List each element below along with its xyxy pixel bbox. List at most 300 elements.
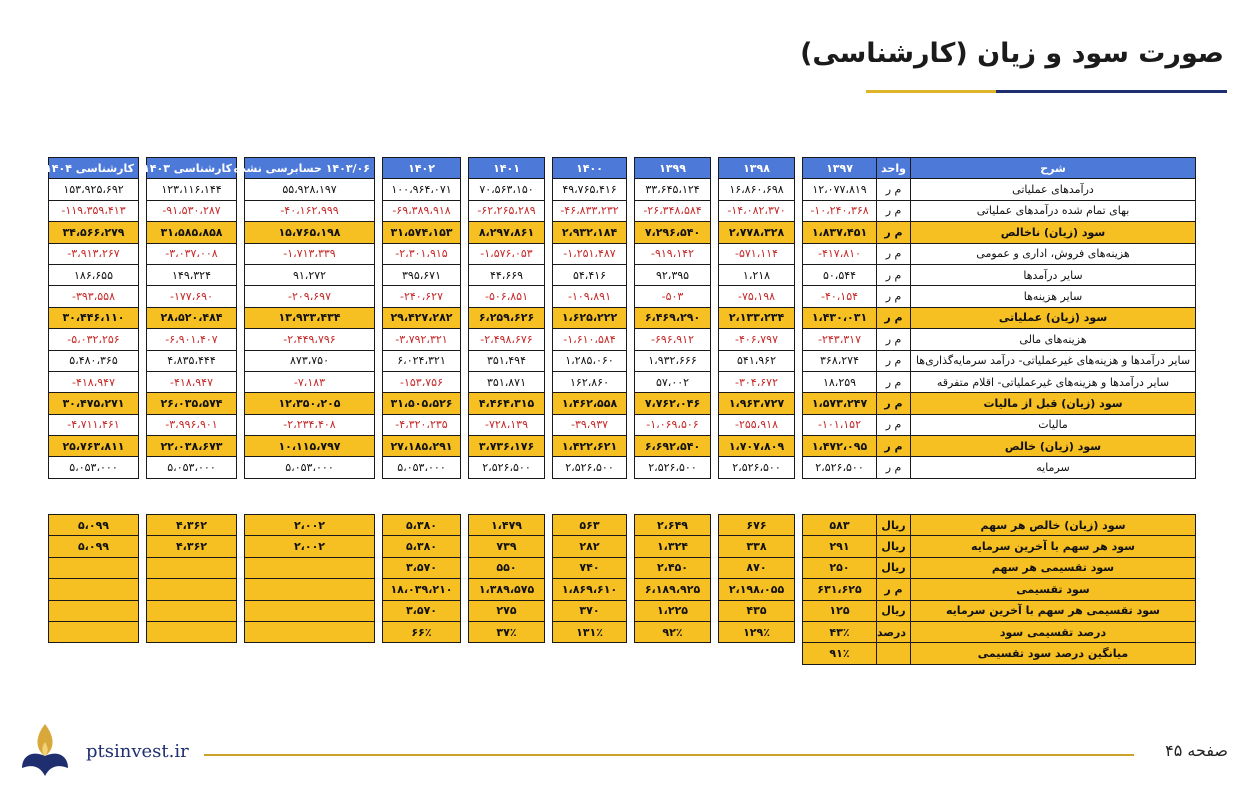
value-cell: -۲۰۹،۶۹۷: [245, 286, 375, 307]
value-cell: -۴،۳۲۰،۲۳۵: [383, 414, 461, 435]
value-cell: ۵۴،۴۱۶: [553, 264, 627, 285]
row-label: سایر درآمدها و هزینه‌های غیرعملیاتی- اقلام متفرقه: [911, 371, 1196, 392]
table-row: [49, 329, 1196, 350]
value-cell: ۶،۲۵۹،۶۲۶: [469, 307, 545, 328]
column-gap: [139, 436, 147, 457]
column-gap: [237, 414, 245, 435]
column-gap: [627, 307, 635, 328]
column-gap: [545, 414, 553, 435]
column-gap: [237, 371, 245, 392]
header-cell: کارشناسی ۱۴۰۳: [147, 158, 237, 179]
column-gap: [627, 600, 635, 621]
value-cell: -۱۰،۲۴۰،۳۶۸: [803, 200, 877, 221]
header-cell: کارشناسی ۱۴۰۴: [49, 158, 139, 179]
column-gap: [461, 158, 469, 179]
column-gap: [627, 536, 635, 557]
value-cell: ۱۸،۲۵۹: [803, 371, 877, 392]
table-row: [49, 371, 1196, 392]
empty-cell: [469, 643, 545, 664]
value-cell: ۸۷۰: [719, 557, 795, 578]
row-label: سود (زیان) قبل از مالیات: [911, 393, 1196, 414]
value-cell: ۷۳۹: [469, 536, 545, 557]
column-gap: [375, 579, 383, 600]
column-gap: [795, 457, 803, 478]
column-gap: [795, 579, 803, 600]
value-cell: -۳،۰۳۷،۰۰۸: [147, 243, 237, 264]
row-unit: م ر: [877, 579, 911, 600]
column-gap: [545, 600, 553, 621]
value-cell: ۳۱،۵۸۵،۸۵۸: [147, 222, 237, 243]
average-label: میانگین درصد سود تقسیمی: [911, 643, 1196, 664]
value-cell: [49, 579, 139, 600]
table-row: [49, 515, 1196, 536]
header-cell: ۱۳۹۸: [719, 158, 795, 179]
empty-cell: [147, 643, 237, 664]
column-gap: [375, 457, 383, 478]
value-cell: ۱،۲۱۸: [719, 264, 795, 285]
value-cell: ۳۳،۶۴۵،۱۲۴: [635, 179, 711, 200]
column-gap: [237, 179, 245, 200]
column-gap: [545, 557, 553, 578]
column-gap: [545, 243, 553, 264]
column-gap: [545, 286, 553, 307]
value-cell: ۲،۵۲۶،۵۰۰: [635, 457, 711, 478]
value-cell: ۲۸،۵۲۰،۴۸۴: [147, 307, 237, 328]
value-cell: -۴۱۷،۸۱۰: [803, 243, 877, 264]
column-gap: [461, 414, 469, 435]
value-cell: ۹۱،۲۷۲: [245, 264, 375, 285]
header-cell: ۱۴۰۲: [383, 158, 461, 179]
value-cell: ۲،۱۹۸،۰۵۵: [719, 579, 795, 600]
value-cell: -۱۰۱،۱۵۲: [803, 414, 877, 435]
column-gap: [375, 436, 383, 457]
value-cell: ۶۶٪: [383, 621, 461, 642]
row-unit: م ر: [877, 179, 911, 200]
column-gap: [139, 557, 147, 578]
value-cell: ۲،۰۰۲: [245, 536, 375, 557]
column-gap: [795, 286, 803, 307]
value-cell: [147, 579, 237, 600]
value-cell: ۲۵۰: [803, 557, 877, 578]
column-gap: [237, 329, 245, 350]
column-gap: [461, 393, 469, 414]
column-gap: [711, 393, 719, 414]
value-cell: -۶۹۶،۹۱۲: [635, 329, 711, 350]
column-gap: [545, 222, 553, 243]
column-gap: [237, 621, 245, 642]
column-gap: [375, 621, 383, 642]
value-cell: ۲۲،۰۳۸،۶۷۳: [147, 436, 237, 457]
value-cell: -۷،۱۸۳: [245, 371, 375, 392]
column-gap: [375, 179, 383, 200]
value-cell: ۵۰،۵۴۴: [803, 264, 877, 285]
value-cell: ۲،۰۰۲: [245, 515, 375, 536]
column-gap: [711, 179, 719, 200]
value-cell: ۵۷،۰۰۲: [635, 371, 711, 392]
header-cell: ۱۳۹۷: [803, 158, 877, 179]
value-cell: -۴۶،۸۳۳،۲۳۲: [553, 200, 627, 221]
value-cell: ۲،۱۳۳،۲۳۴: [719, 307, 795, 328]
value-cell: ۳،۵۷۰: [383, 600, 461, 621]
value-cell: ۳۳۸: [719, 536, 795, 557]
column-gap: [545, 579, 553, 600]
column-gap: [795, 557, 803, 578]
value-cell: ۱۳۱٪: [553, 621, 627, 642]
value-cell: ۱۶،۸۶۰،۶۹۸: [719, 179, 795, 200]
value-cell: -۲،۴۴۹،۷۹۶: [245, 329, 375, 350]
column-gap: [461, 371, 469, 392]
value-cell: -۴۰۶،۷۹۷: [719, 329, 795, 350]
column-gap: [795, 436, 803, 457]
column-gap: [711, 436, 719, 457]
table-row: [49, 200, 1196, 221]
empty-cell: [719, 643, 795, 664]
value-cell: ۱۲،۳۵۰،۲۰۵: [245, 393, 375, 414]
row-unit: م ر: [877, 307, 911, 328]
value-cell: ۴،۳۶۲: [147, 536, 237, 557]
column-gap: [375, 243, 383, 264]
value-cell: ۲،۵۲۶،۵۰۰: [553, 457, 627, 478]
footer-url[interactable]: ptsinvest.ir: [86, 741, 189, 762]
column-gap: [795, 414, 803, 435]
column-gap: [627, 350, 635, 371]
value-cell: ۱،۹۶۳،۷۲۷: [719, 393, 795, 414]
column-gap: [545, 621, 553, 642]
column-gap: [711, 158, 719, 179]
row-unit: م ر: [877, 371, 911, 392]
company-logo: [14, 720, 76, 782]
value-cell: ۳،۵۷۰: [383, 557, 461, 578]
table-row: [49, 307, 1196, 328]
column-gap: [139, 264, 147, 285]
column-gap: [375, 557, 383, 578]
value-cell: ۱۲۳،۱۱۶،۱۴۴: [147, 179, 237, 200]
column-gap: [461, 436, 469, 457]
value-cell: ۷۰،۵۶۳،۱۵۰: [469, 179, 545, 200]
column-gap: [461, 200, 469, 221]
column-gap: [139, 515, 147, 536]
value-cell: ۴۴،۶۶۹: [469, 264, 545, 285]
column-gap: [795, 200, 803, 221]
value-cell: -۳۰۴،۶۷۲: [719, 371, 795, 392]
column-gap: [627, 393, 635, 414]
column-gap: [795, 515, 803, 536]
value-cell: ۲۹،۴۲۷،۲۸۲: [383, 307, 461, 328]
column-gap: [627, 179, 635, 200]
value-cell: ۵،۰۵۳،۰۰۰: [147, 457, 237, 478]
value-cell: [245, 579, 375, 600]
value-cell: ۳۷۰: [553, 600, 627, 621]
empty-cell: [375, 643, 383, 664]
row-unit: م ر: [877, 457, 911, 478]
value-cell: ۵،۰۹۹: [49, 536, 139, 557]
value-cell: ۳۷٪: [469, 621, 545, 642]
page-title: صورت سود و زیان (کارشناسی): [800, 38, 1224, 69]
column-gap: [375, 222, 383, 243]
value-cell: ۴،۸۳۵،۴۴۴: [147, 350, 237, 371]
value-cell: -۵،۰۳۲،۲۵۶: [49, 329, 139, 350]
value-cell: ۳۰،۴۴۶،۱۱۰: [49, 307, 139, 328]
value-cell: ۵،۰۵۳،۰۰۰: [49, 457, 139, 478]
value-cell: ۱،۹۳۲،۶۶۶: [635, 350, 711, 371]
empty-cell: [245, 643, 375, 664]
table-row: [49, 393, 1196, 414]
column-gap: [711, 414, 719, 435]
value-cell: -۲۶،۳۴۸،۵۸۴: [635, 200, 711, 221]
column-gap: [139, 621, 147, 642]
table-row: [49, 264, 1196, 285]
table-row: [49, 436, 1196, 457]
value-cell: ۵،۳۸۰: [383, 536, 461, 557]
value-cell: ۳۰،۴۷۵،۲۷۱: [49, 393, 139, 414]
column-gap: [375, 350, 383, 371]
column-gap: [627, 557, 635, 578]
value-cell: [49, 600, 139, 621]
value-cell: ۲۷۵: [469, 600, 545, 621]
value-cell: -۱،۶۱۰،۵۸۴: [553, 329, 627, 350]
value-cell: -۱،۲۵۱،۴۸۷: [553, 243, 627, 264]
row-unit: م ر: [877, 222, 911, 243]
value-cell: ۵،۰۹۹: [49, 515, 139, 536]
column-gap: [461, 329, 469, 350]
value-cell: ۱،۶۲۵،۲۲۲: [553, 307, 627, 328]
value-cell: -۴۰،۱۶۲،۹۹۹: [245, 200, 375, 221]
column-gap: [545, 264, 553, 285]
value-cell: -۱،۰۶۹،۵۰۶: [635, 414, 711, 435]
column-gap: [375, 200, 383, 221]
value-cell: -۲،۳۰۱،۹۱۵: [383, 243, 461, 264]
empty-cell: [627, 643, 635, 664]
value-cell: ۶۷۶: [719, 515, 795, 536]
column-gap: [461, 536, 469, 557]
row-label: هزینه‌های فروش، اداری و عمومی: [911, 243, 1196, 264]
column-gap: [461, 457, 469, 478]
footer-rule: [204, 754, 1134, 756]
header-cell: ۱۴۰۳/۰۶ حسابرسی نشده: [245, 158, 375, 179]
column-gap: [237, 350, 245, 371]
value-cell: ۱،۴۲۲،۶۲۱: [553, 436, 627, 457]
column-gap: [795, 393, 803, 414]
value-cell: -۴،۷۱۱،۴۶۱: [49, 414, 139, 435]
value-cell: -۲۴۳،۳۱۷: [803, 329, 877, 350]
value-cell: ۷،۲۹۶،۵۴۰: [635, 222, 711, 243]
value-cell: ۳۹۵،۶۷۱: [383, 264, 461, 285]
value-cell: -۲۵۵،۹۱۸: [719, 414, 795, 435]
empty-cell: [139, 643, 147, 664]
value-cell: ۸،۲۹۷،۸۶۱: [469, 222, 545, 243]
table-row: [49, 222, 1196, 243]
column-gap: [711, 536, 719, 557]
value-cell: ۲۷،۱۸۵،۲۹۱: [383, 436, 461, 457]
column-gap: [545, 536, 553, 557]
value-cell: ۷۴۰: [553, 557, 627, 578]
value-cell: ۶،۴۶۹،۲۹۰: [635, 307, 711, 328]
column-gap: [627, 436, 635, 457]
value-cell: ۱۳،۹۳۳،۴۳۴: [245, 307, 375, 328]
column-gap: [545, 307, 553, 328]
column-gap: [237, 200, 245, 221]
table-row: [49, 179, 1196, 200]
value-cell: -۱،۵۷۶،۰۵۳: [469, 243, 545, 264]
value-cell: -۴۰،۱۵۴: [803, 286, 877, 307]
value-cell: [245, 600, 375, 621]
column-gap: [375, 536, 383, 557]
column-gap: [375, 264, 383, 285]
value-cell: [147, 557, 237, 578]
column-gap: [795, 329, 803, 350]
value-cell: -۱،۷۱۳،۳۳۹: [245, 243, 375, 264]
column-gap: [795, 158, 803, 179]
value-cell: -۵۷۱،۱۱۴: [719, 243, 795, 264]
value-cell: ۴،۳۶۲: [147, 515, 237, 536]
per-share-table: [48, 514, 1196, 665]
row-label: سود هر سهم با آخرین سرمایه: [911, 536, 1196, 557]
value-cell: [49, 557, 139, 578]
row-label: درصد تقسیمی سود: [911, 621, 1196, 642]
value-cell: -۲،۴۹۸،۶۷۶: [469, 329, 545, 350]
empty-cell: [635, 643, 711, 664]
row-label: درآمدهای عملیاتی: [911, 179, 1196, 200]
table-row: [49, 457, 1196, 478]
value-cell: ۳۵۱،۴۹۴: [469, 350, 545, 371]
row-label: سود (زیان) عملیاتی: [911, 307, 1196, 328]
column-gap: [139, 414, 147, 435]
value-cell: -۳۹۳،۵۵۸: [49, 286, 139, 307]
value-cell: ۲۵،۷۶۳،۸۱۱: [49, 436, 139, 457]
column-gap: [711, 515, 719, 536]
column-gap: [237, 286, 245, 307]
column-gap: [461, 286, 469, 307]
empty-cell: [383, 643, 461, 664]
column-gap: [139, 222, 147, 243]
column-gap: [139, 393, 147, 414]
value-cell: ۵،۰۵۳،۰۰۰: [245, 457, 375, 478]
column-gap: [375, 329, 383, 350]
value-cell: ۴۳۵: [719, 600, 795, 621]
value-cell: ۵،۰۵۳،۰۰۰: [383, 457, 461, 478]
value-cell: -۱۱۹،۳۵۹،۴۱۳: [49, 200, 139, 221]
value-cell: ۹۲٪: [635, 621, 711, 642]
value-cell: -۵۰۳: [635, 286, 711, 307]
column-gap: [461, 243, 469, 264]
value-cell: ۶،۶۹۲،۵۴۰: [635, 436, 711, 457]
header-cell: ۱۳۹۹: [635, 158, 711, 179]
row-label: بهای تمام شده درآمدهای عملیاتی: [911, 200, 1196, 221]
page-number: صفحه ۴۵: [1165, 741, 1228, 760]
column-gap: [627, 158, 635, 179]
value-cell: ۱۲،۰۷۷،۸۱۹: [803, 179, 877, 200]
column-gap: [711, 286, 719, 307]
value-cell: ۵۵،۹۲۸،۱۹۷: [245, 179, 375, 200]
empty-cell: [553, 643, 627, 664]
value-cell: ۱،۴۷۹: [469, 515, 545, 536]
row-label: سود (زیان) خالص: [911, 436, 1196, 457]
column-gap: [711, 329, 719, 350]
column-gap: [627, 621, 635, 642]
empty-cell: [49, 643, 139, 664]
column-gap: [139, 600, 147, 621]
value-cell: -۱۵۳،۷۵۶: [383, 371, 461, 392]
value-cell: [245, 557, 375, 578]
value-cell: -۹۱۹،۱۴۲: [635, 243, 711, 264]
column-gap: [795, 179, 803, 200]
column-gap: [545, 329, 553, 350]
value-cell: ۲،۶۴۹: [635, 515, 711, 536]
value-cell: [147, 621, 237, 642]
empty-cell: [461, 643, 469, 664]
value-cell: ۱۰،۱۱۵،۷۹۷: [245, 436, 375, 457]
row-unit: م ر: [877, 436, 911, 457]
column-gap: [627, 371, 635, 392]
table-row: [49, 414, 1196, 435]
table-row: [49, 286, 1196, 307]
value-cell: ۴۳٪: [803, 621, 877, 642]
value-cell: ۱۲۵: [803, 600, 877, 621]
column-gap: [375, 414, 383, 435]
column-gap: [375, 371, 383, 392]
column-gap: [627, 200, 635, 221]
table-row: [49, 557, 1196, 578]
header-cell: ۱۴۰۱: [469, 158, 545, 179]
value-cell: ۲۹۱: [803, 536, 877, 557]
value-cell: -۴۱۸،۹۴۷: [147, 371, 237, 392]
column-gap: [711, 371, 719, 392]
column-gap: [711, 200, 719, 221]
column-gap: [461, 579, 469, 600]
value-cell: -۴۱۸،۹۴۷: [49, 371, 139, 392]
column-gap: [711, 243, 719, 264]
column-gap: [795, 536, 803, 557]
column-gap: [139, 350, 147, 371]
table-row: [49, 621, 1196, 642]
column-gap: [237, 243, 245, 264]
column-gap: [795, 371, 803, 392]
table-row: [49, 536, 1196, 557]
row-label: سایر درآمدها و هزینه‌های غیرعملیاتی- درآمد سرمایه‌گذاری‌ها: [911, 350, 1196, 371]
row-unit: درصد: [877, 621, 911, 642]
column-gap: [237, 264, 245, 285]
column-gap: [545, 350, 553, 371]
row-unit: م ر: [877, 393, 911, 414]
value-cell: ۵۵۰: [469, 557, 545, 578]
column-gap: [711, 557, 719, 578]
value-cell: ۳۴،۵۶۶،۲۷۹: [49, 222, 139, 243]
header-cell: ۱۴۰۰: [553, 158, 627, 179]
value-cell: ۸۷۳،۷۵۰: [245, 350, 375, 371]
value-cell: -۵۰۶،۸۵۱: [469, 286, 545, 307]
column-gap: [545, 393, 553, 414]
value-cell: ۱۴۹،۳۲۴: [147, 264, 237, 285]
row-label: سود تقسیمی هر سهم: [911, 557, 1196, 578]
row-label: سود تقسیمی هر سهم با آخرین سرمایه: [911, 600, 1196, 621]
column-gap: [627, 579, 635, 600]
value-cell: ۲،۹۳۲،۱۸۴: [553, 222, 627, 243]
column-gap: [711, 600, 719, 621]
column-gap: [461, 222, 469, 243]
value-cell: -۲،۲۳۴،۴۰۸: [245, 414, 375, 435]
value-cell: -۹۱،۵۳۰،۲۸۷: [147, 200, 237, 221]
value-cell: ۹۲،۳۹۵: [635, 264, 711, 285]
row-unit: م ر: [877, 286, 911, 307]
value-cell: ۱،۴۶۲،۵۵۸: [553, 393, 627, 414]
column-gap: [237, 222, 245, 243]
value-cell: ۴،۴۶۴،۳۱۵: [469, 393, 545, 414]
column-gap: [139, 457, 147, 478]
column-gap: [627, 329, 635, 350]
row-label: سرمایه: [911, 457, 1196, 478]
empty-cell: [545, 643, 553, 664]
column-gap: [545, 179, 553, 200]
